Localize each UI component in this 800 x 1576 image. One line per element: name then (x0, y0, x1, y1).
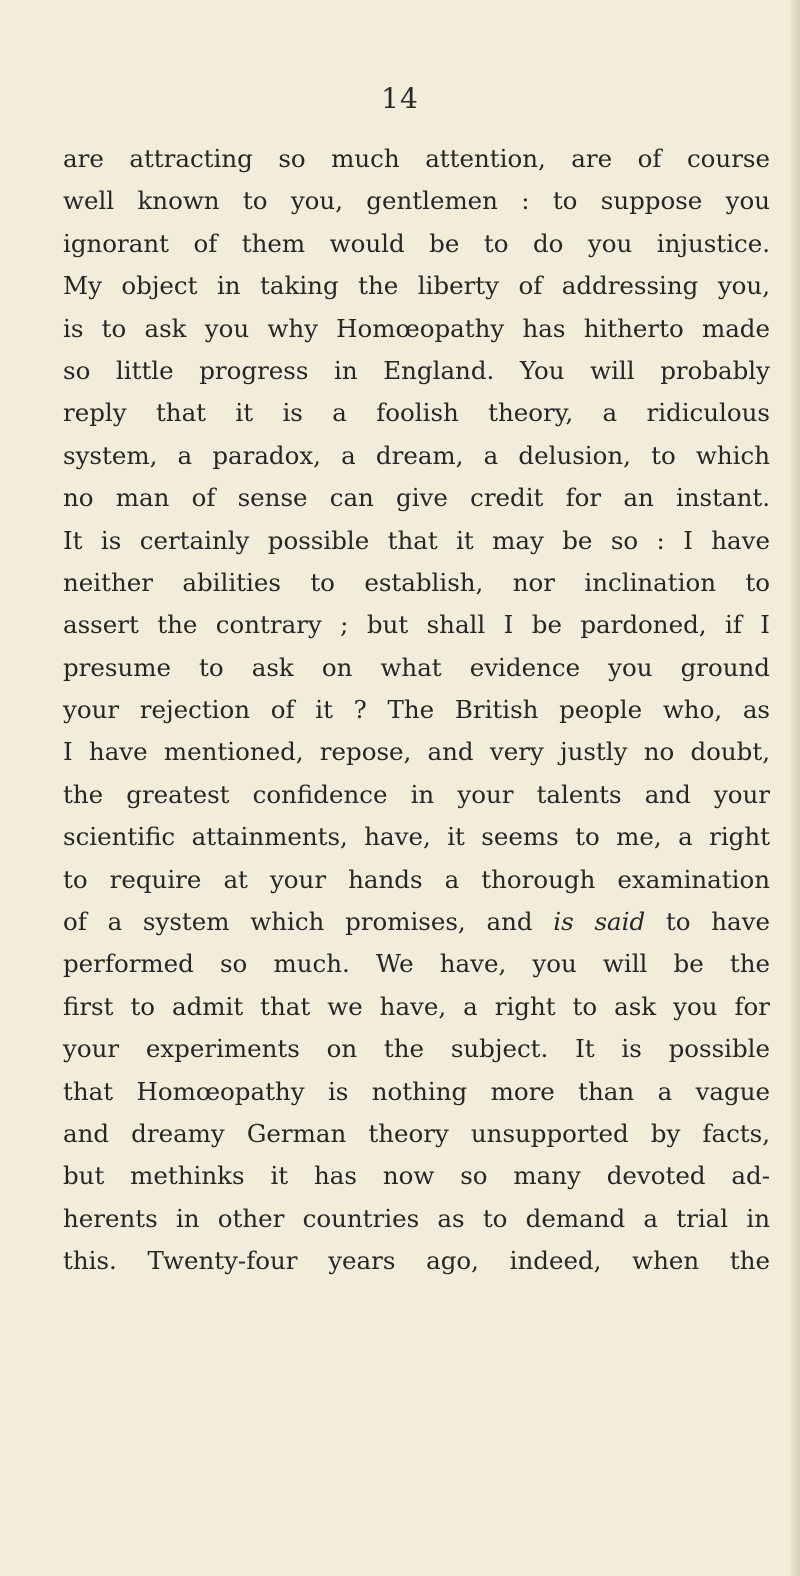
italic-emphasis: is said (553, 907, 646, 937)
text-line: ignorant of them would be to do you injustice. (63, 228, 770, 258)
text-line: is to ask you why Homœopathy has hitherto made (63, 313, 770, 343)
text-line: this. Twenty-four years ago, indeed, when the (63, 1246, 770, 1276)
text-line: are attracting so much attention, are of course (63, 144, 770, 173)
text-line: neither abilities to establish, nor inclination to (63, 567, 770, 597)
text-line: well known to you, gentlemen : to suppose you (63, 186, 770, 216)
text-line: that Homœopathy is nothing more than a vague (63, 1076, 770, 1106)
text-line: your rejection of it ? The British people who, as (63, 695, 770, 725)
text-line: performed so much. We have, you will be the (63, 949, 770, 979)
text-line: but methinks it has now so many devoted ad- (63, 1161, 770, 1191)
text-line: It is certainly possible that it may be so : I have (63, 525, 770, 555)
text-line: I have mentioned, repose, and very justly no doubt, (63, 737, 770, 767)
text-line (63, 901, 770, 943)
text-line: to require at your hands a thorough examination (63, 864, 770, 894)
text-line: presume to ask on what evidence you ground (63, 652, 770, 682)
text-line: reply that it is a foolish theory, a ridiculous (63, 398, 770, 428)
text-line: scientific attainments, have, it seems to me, a right (63, 822, 770, 852)
text-line: your experiments on the subject. It is possible (63, 1034, 770, 1064)
text-line: so little progress in England. You will probably (63, 355, 770, 385)
page-edge-shadow (790, 0, 800, 1576)
text-fragment: of a system which promises, and (63, 907, 554, 937)
page-number: 14 (381, 82, 419, 115)
text-fragment: to have (645, 907, 770, 937)
text-line: herents in other countries as to demand a trial in (63, 1203, 770, 1233)
body-text (63, 138, 770, 1283)
text-line: no man of sense can give credit for an instant. (63, 483, 770, 513)
text-line: first to admit that we have, a right to ask you for (63, 991, 770, 1021)
text-line: and dreamy German theory unsupported by facts, (63, 1118, 770, 1148)
text-line: the greatest confidence in your talents and your (63, 779, 770, 809)
text-line: system, a paradox, a dream, a delusion, to which (63, 440, 770, 470)
text-line: assert the contrary ; but shall I be pardoned, if I (63, 610, 770, 640)
text-line: My object in taking the liberty of addressing you, (63, 271, 770, 301)
